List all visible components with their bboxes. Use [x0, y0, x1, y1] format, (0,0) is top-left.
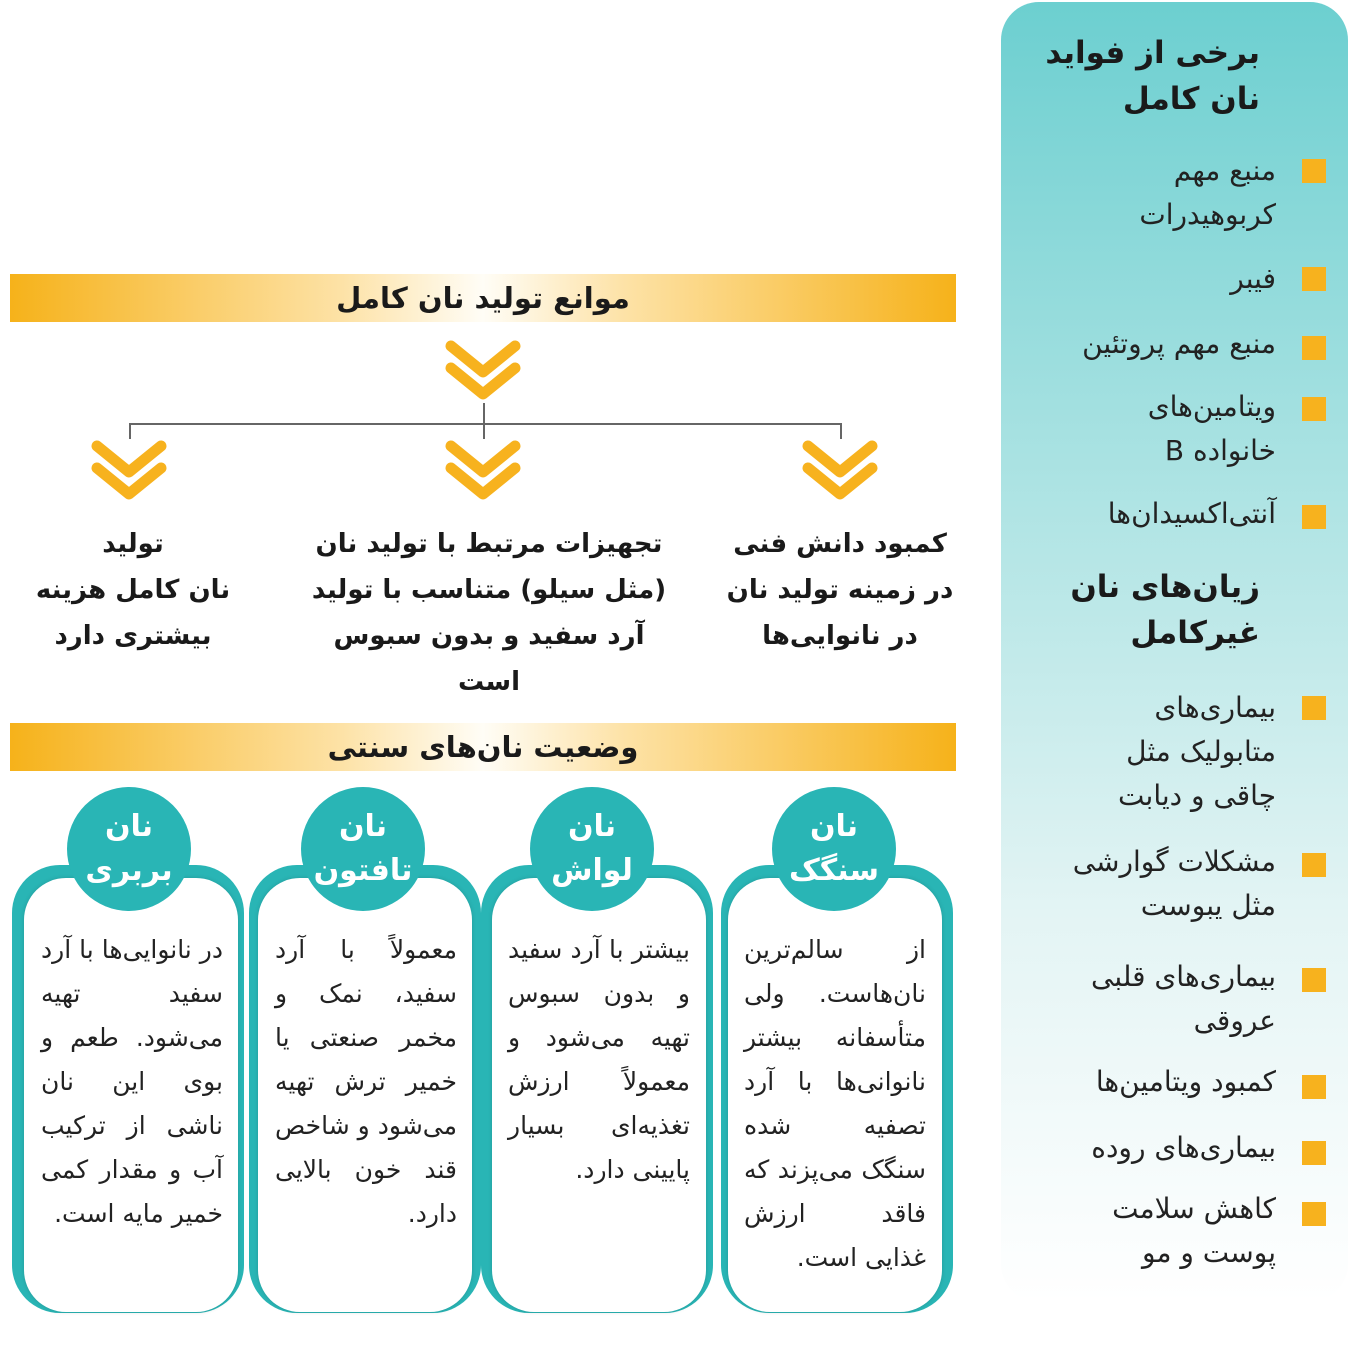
bread-description: بیشتر با آرد سفید و بدون سبوس تهیه می‌شود و معمولاً ارزش تغذیه‌ای بسیار پایینی دارد.	[508, 935, 690, 1184]
square-bullet-icon	[1302, 336, 1326, 360]
square-bullet-icon	[1302, 505, 1326, 529]
square-bullet-icon	[1302, 853, 1326, 877]
square-bullet-icon	[1302, 968, 1326, 992]
benefits-sidebar: برخی از فواید نان کامل منبع مهم کربوهیدرات فیبر منبع مهم پروتئین ویتامین‌های خانواده B آنتی‌اکسیدان‌ها زیان‌های نان غیرکامل بیماری‌های متابولیک مثل چاقی و دیابت مشکلات گوارشی مثل یبوست بیماری‌های قلبی عروقی کمبود ویتامین‌ها بیماری‌های روده کاهش سلامت پوست و مو	[1001, 2, 1348, 1302]
connector-line	[129, 423, 842, 425]
obstacles-banner: موانع تولید نان کامل	[10, 274, 956, 322]
benefits-title: برخی از فواید نان کامل	[1045, 35, 1260, 117]
square-bullet-icon	[1302, 1075, 1326, 1099]
chevron-down-icon	[800, 440, 880, 500]
bread-description: در نانوایی‌ها با آرد سفید تهیه می‌شود. طعم و بوی این نان ناشی از ترکیب آب و مقدار کمی خمیر مایه است.	[41, 935, 223, 1228]
connector-line	[129, 423, 131, 439]
square-bullet-icon	[1302, 397, 1326, 421]
bread-name-badge: نان تافتون	[301, 787, 425, 911]
breads-banner: وضعیت نان‌های سنتی	[10, 723, 956, 771]
chevron-down-icon	[443, 440, 523, 500]
connector-line	[483, 403, 485, 439]
square-bullet-icon	[1302, 267, 1326, 291]
square-bullet-icon	[1302, 1141, 1326, 1165]
bread-name-badge: نان لواش	[530, 787, 654, 911]
chevron-down-icon	[443, 340, 523, 400]
bread-description: از سالم‌ترین نان‌هاست. ولی متأسفانه بیشتر نانوانی‌ها با آرد تصفیه شده سنگک می‌پزند که فاقد ارزش غذایی است.	[744, 935, 926, 1272]
obstacle-item: کمبود دانش فنی در زمینه تولید نان در نانوایی‌ها	[726, 529, 954, 651]
connector-line	[840, 423, 842, 439]
obstacle-item: تجهیزات مرتبط با تولید نان (مثل سیلو) متناسب با تولید آرد سفید و بدون سبوس است	[311, 529, 667, 697]
bread-description: معمولاً با آرد سفید، نمک و مخمر صنعتی یا خمیر ترش تهیه می‌شود و شاخص قند خون بالایی دارد.	[275, 935, 457, 1228]
obstacle-item: تولید نان کامل هزینه بیشتری دارد	[35, 529, 231, 651]
bread-name-badge: نان بربری	[67, 787, 191, 911]
bread-name-badge: نان سنگک	[772, 787, 896, 911]
square-bullet-icon	[1302, 696, 1326, 720]
chevron-down-icon	[89, 440, 169, 500]
square-bullet-icon	[1302, 159, 1326, 183]
harms-title: زیان‌های نان غیرکامل	[1070, 569, 1260, 651]
square-bullet-icon	[1302, 1202, 1326, 1226]
